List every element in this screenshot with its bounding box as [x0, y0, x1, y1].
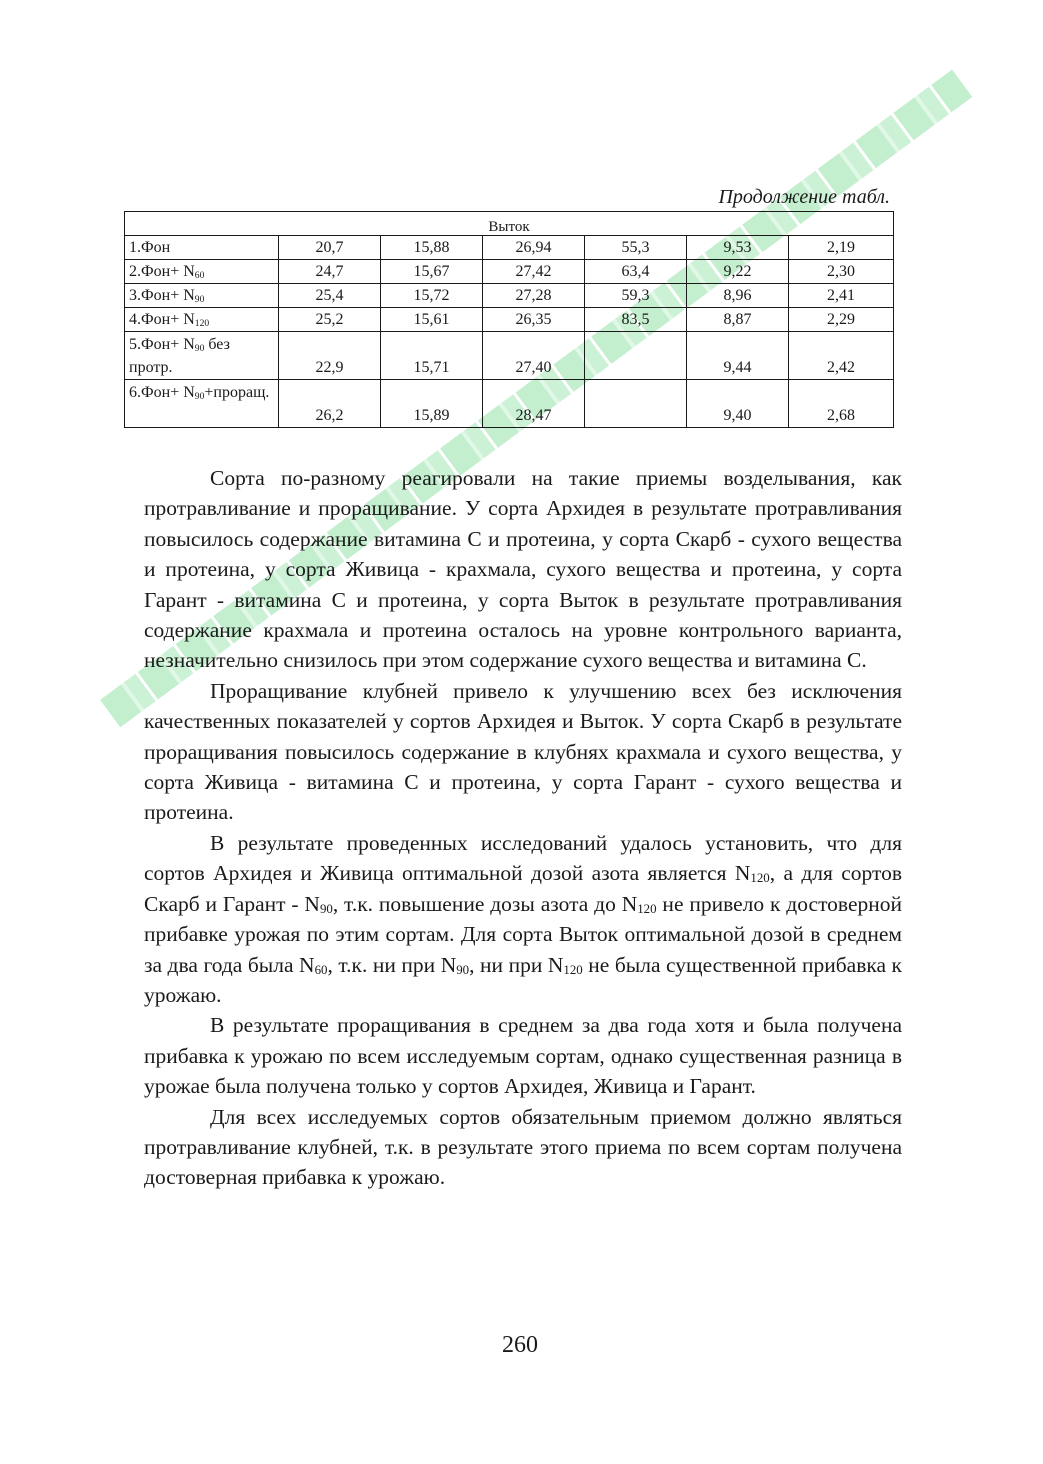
row-label: $6.Фон+ N_{90}+проращ$. — [125, 380, 279, 428]
paragraph-nitrogen-dose: В результате проведенных исследований удалось установить, что для сортов Архидея и Живица оптимальной дозой азота является $N_{120}$, а для сортов Скарб и Гарант - $N_{90}$, т.к. повышение дозы азота до $N_{120}$ не привело к достоверной прибавке урожая по этим сортам. Для сорта Выток оптимальной дозой в среднем за два года была $N_{60}$, т.к. ни при $N_{90}$, ни при $N_{120}$ не была существенной прибавка к урожаю. — [144, 830, 903, 1007]
table-cell: 27,28 — [483, 284, 585, 308]
table-row — [125, 284, 894, 308]
table-cell: 26,2 — [279, 380, 381, 428]
table-cell: 9,40 — [687, 380, 789, 428]
table-cell: 20,7 — [279, 236, 381, 260]
table-cell: 2,68 — [789, 380, 894, 428]
table-header-row — [125, 212, 894, 236]
data-table — [124, 211, 894, 428]
table-cell: 22,9 — [279, 332, 381, 380]
table-cell: 25,4 — [279, 284, 381, 308]
page-number: 260 — [502, 1332, 538, 1358]
table-cell: 9,22 — [687, 260, 789, 284]
paragraph-varieties-response: Сорта по-разному реагировали на такие приемы возделывания, как протравливание и проращивание. У сорта Архидея в результате протравливания повысилось содержание витамина С и протеина, у сорта Скарб - сухого вещества и протеина, у сорта Живица - крахмала, сухого вещества и протеина, у сорта Гарант - витамина С и протеина, у сорта Выток в результате протравливания содержание крахмала и протеина осталось на уровне контрольного варианта, незначительно снизилось при этом содержание сухого вещества и витамина С. — [144, 466, 902, 673]
table-cell: 25,2 — [279, 308, 381, 332]
table-cell: 26,35 — [483, 308, 585, 332]
table-cell: 2,29 — [789, 308, 894, 332]
paragraph-treatment-conclusion: Для всех исследуемых сортов обязательным приемом должно являться протравливание клубней, т.к. в результате этого приема по всем сортам получена достоверная прибавка к урожаю. — [144, 1104, 902, 1190]
table-cell: 8,87 — [687, 308, 789, 332]
paragraph-sprouting: Проращивание клубней привело к улучшению всех без исключения качественных показателей у сортов Архидея и Выток. У сорта Скарб в результате проращивания повысилось содержание в клубнях крахмала и сухого вещества, у сорта Живица - витамина С и протеина, у сорта Гарант - сухого вещества и протеина. — [144, 678, 902, 825]
table-cell — [585, 380, 687, 428]
table-cell: 2,30 — [789, 260, 894, 284]
table-row — [125, 332, 894, 380]
table-cell: 63,4 — [585, 260, 687, 284]
table-cell: 2,41 — [789, 284, 894, 308]
table-cell: 9,44 — [687, 332, 789, 380]
table-cell: 15,72 — [381, 284, 483, 308]
table-cell: 55,3 — [585, 236, 687, 260]
row-label: $3.Фон+ N_{90}$ — [125, 284, 279, 308]
paragraph-yield-sprouting: В результате проращивания в среднем за два года хотя и была получена прибавка к урожаю по всем исследуемым сортам, однако существенная разница в урожае была получена только у сортов Архидея, Живица и Гарант. — [144, 1013, 902, 1099]
row-label: $5.Фон+ N_{90}$ без протр. — [125, 332, 279, 380]
table-cell: 27,42 — [483, 260, 585, 284]
row-label: $4.Фон+ N_{120}$ — [125, 308, 279, 332]
table-cell: 15,67 — [381, 260, 483, 284]
table-row — [125, 380, 894, 428]
table-cell: 28,47 — [483, 380, 585, 428]
body-text — [144, 463, 902, 1193]
table-header-variety: Выток — [125, 212, 894, 236]
table-cell: 2,19 — [789, 236, 894, 260]
row-label: $2.Фон+ N_{60}$ — [125, 260, 279, 284]
table-cell: 15,61 — [381, 308, 483, 332]
table-cell: 59,3 — [585, 284, 687, 308]
table-cell: 27,40 — [483, 332, 585, 380]
table-continuation-caption: Продолжение табл. — [718, 186, 890, 208]
table-row — [125, 260, 894, 284]
table-cell: 9,53 — [687, 236, 789, 260]
table-row — [125, 308, 894, 332]
table-cell: 15,71 — [381, 332, 483, 380]
table-cell: 26,94 — [483, 236, 585, 260]
table-cell: 8,96 — [687, 284, 789, 308]
table-cell: 15,88 — [381, 236, 483, 260]
table-cell: 83,5 — [585, 308, 687, 332]
table-cell — [585, 332, 687, 380]
table-cell: 2,42 — [789, 332, 894, 380]
table-cell: 24,7 — [279, 260, 381, 284]
row-label: 1.Фон — [125, 236, 279, 260]
table-row — [125, 236, 894, 260]
table-cell: 15,89 — [381, 380, 483, 428]
